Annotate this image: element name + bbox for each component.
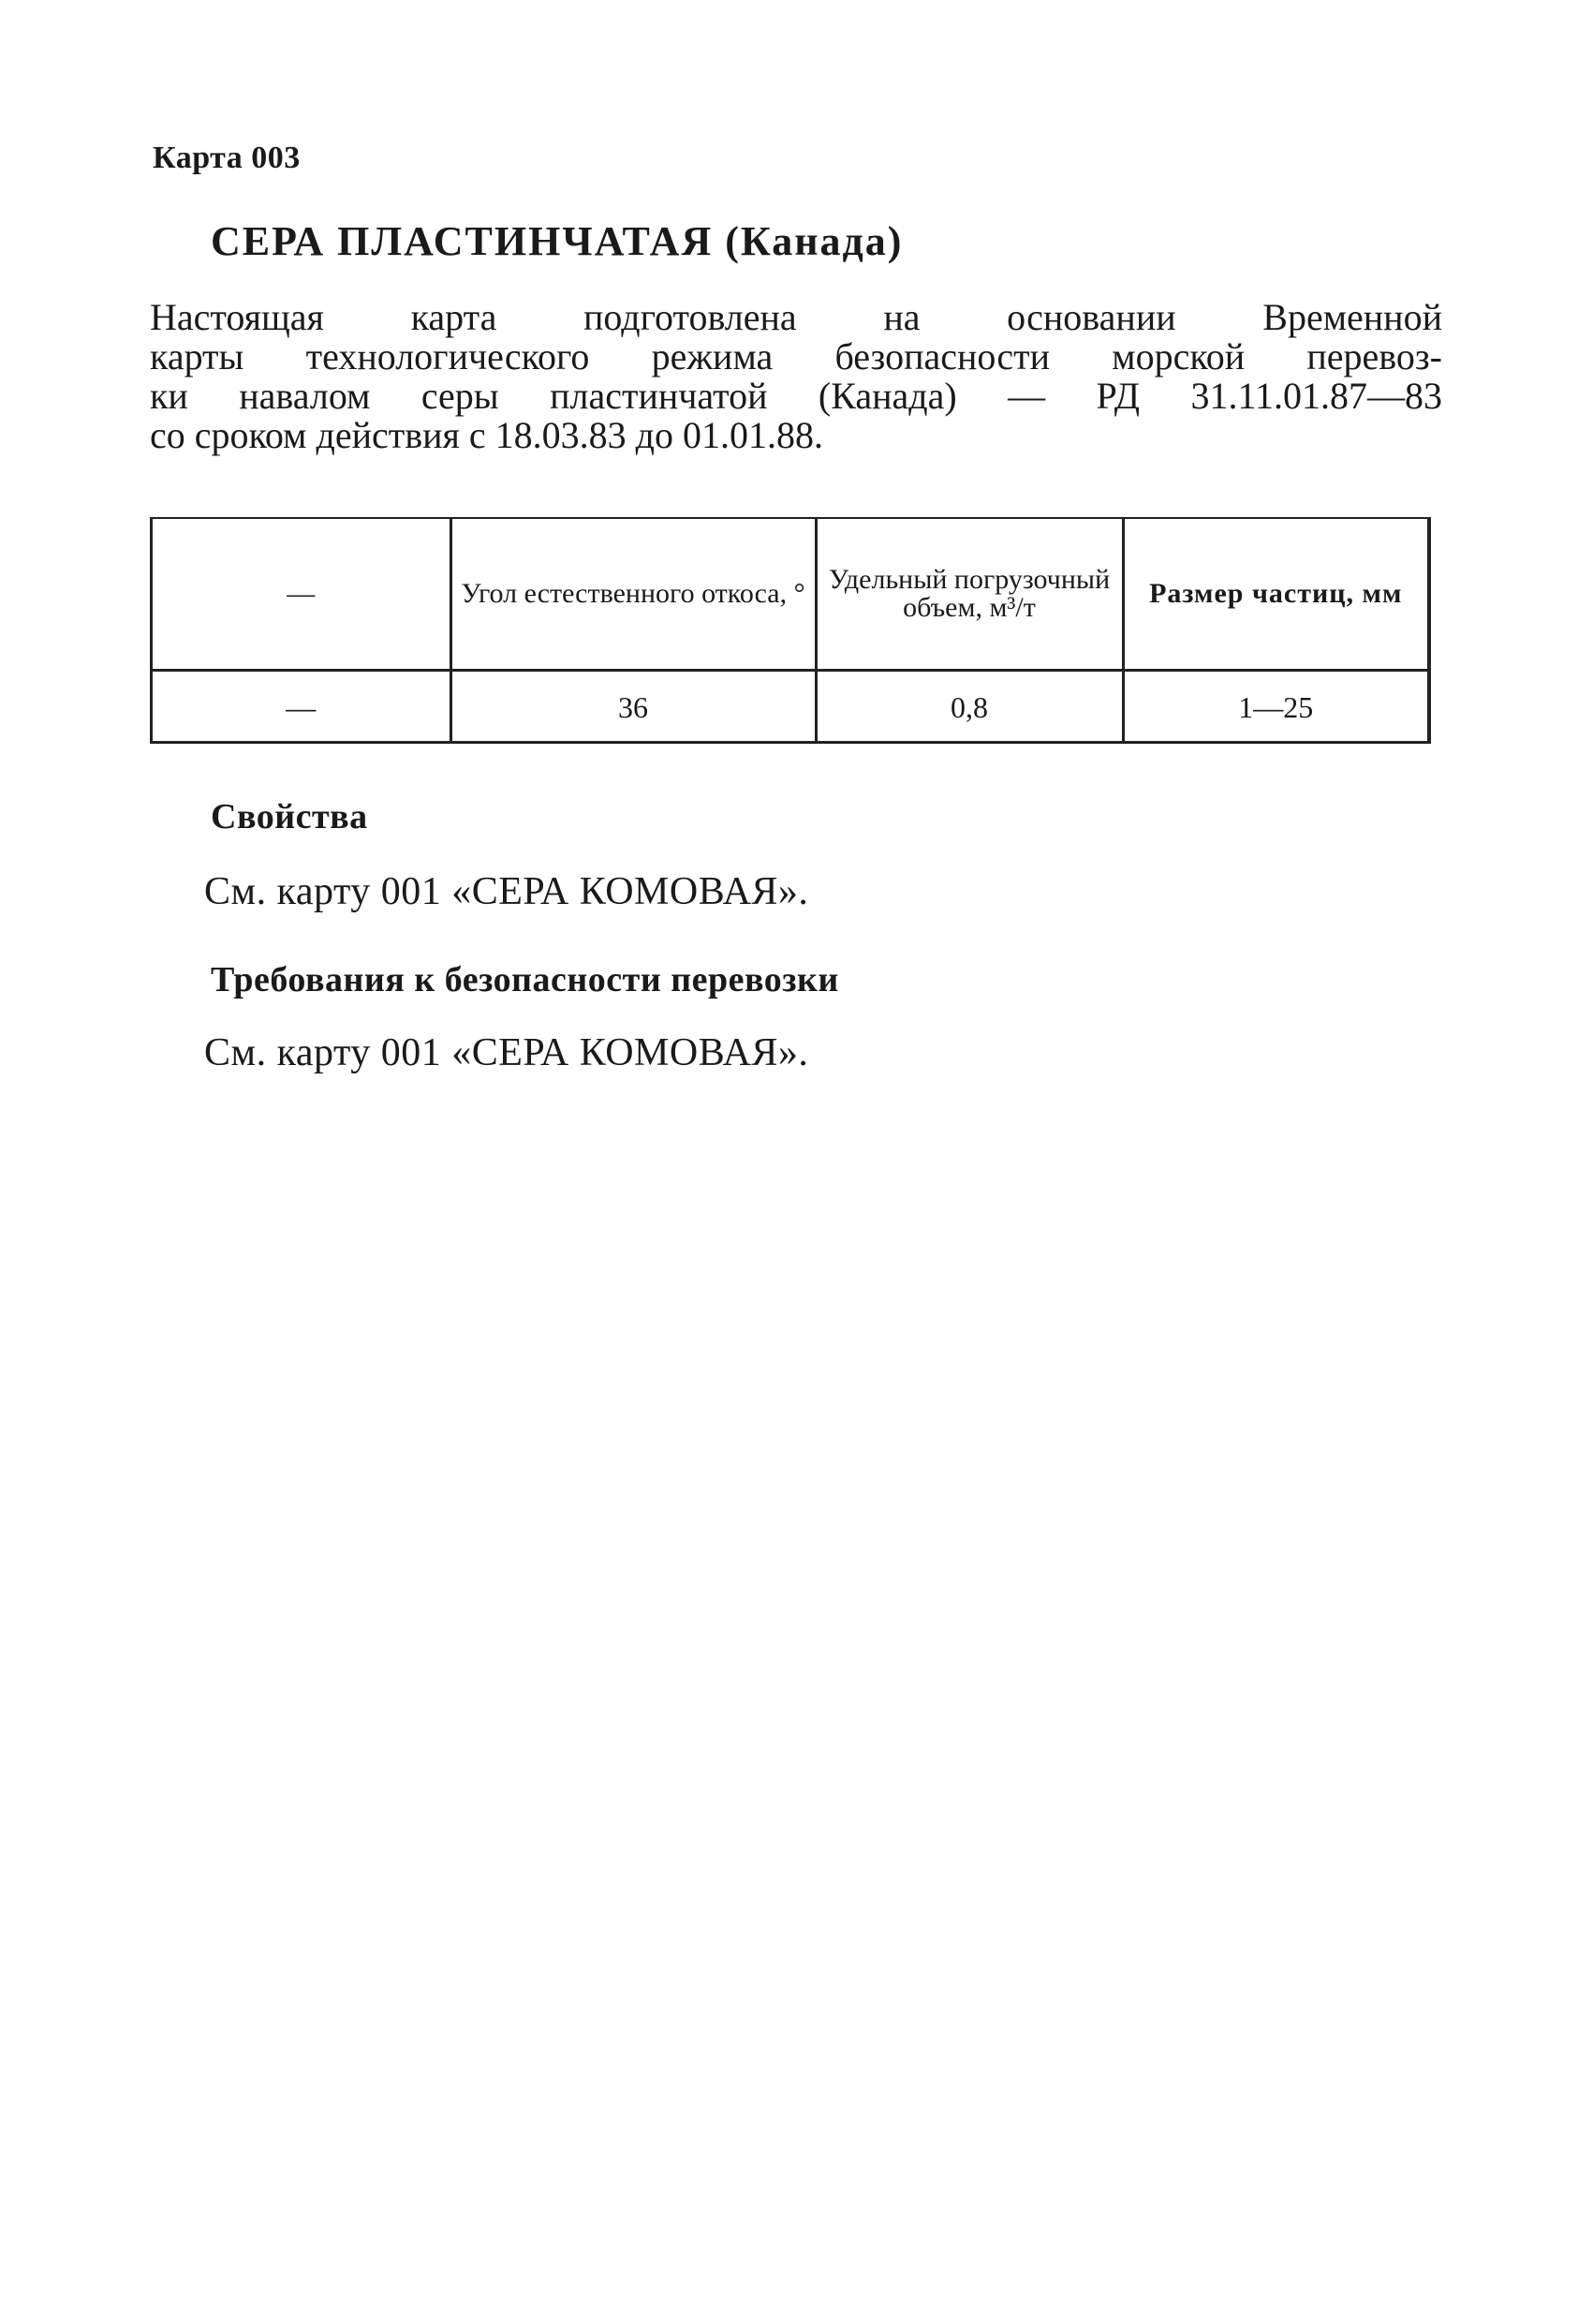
intro-line: со сроком действия с 18.03.83 до 01.01.88. [150,414,824,456]
safety-text: См. карту 001 «СЕРА КОМОВАЯ». [204,1031,809,1074]
table-header-row [153,519,1427,671]
properties-heading: Свойства [211,797,368,836]
table-row [153,671,1427,744]
table-cell: 36 [450,671,816,744]
card-label: Карта 003 [153,141,301,175]
table-cell: 0,8 [816,671,1123,744]
safety-heading: Требования к безопасности перевозки [211,960,839,999]
table-cell: 1—25 [1238,689,1314,724]
table-header-cell: — [153,519,450,671]
intro-line: ки навалом серы пластинчатой (Канада) — РД 31.11.01.87—83 [150,375,1442,417]
intro-line: карты технологического режима безопасности морской перевоз- [150,335,1442,377]
properties-table [150,517,1431,744]
page-title: СЕРА ПЛАСТИНЧАТАЯ (Канада) [211,218,904,264]
table-header-cell: Угол естественного откоса, ° [450,519,816,671]
table-header-cell: Размер частиц, мм [1123,519,1427,671]
properties-text: См. карту 001 «СЕРА КОМОВАЯ». [204,870,809,913]
table-cell: — [153,671,450,744]
intro-line: Настоящая карта подготовлена на основании Временной [150,296,1442,338]
intro-paragraph [150,298,1442,455]
table-header-cell: Удельный погрузочный объем, м³/т [816,519,1123,671]
